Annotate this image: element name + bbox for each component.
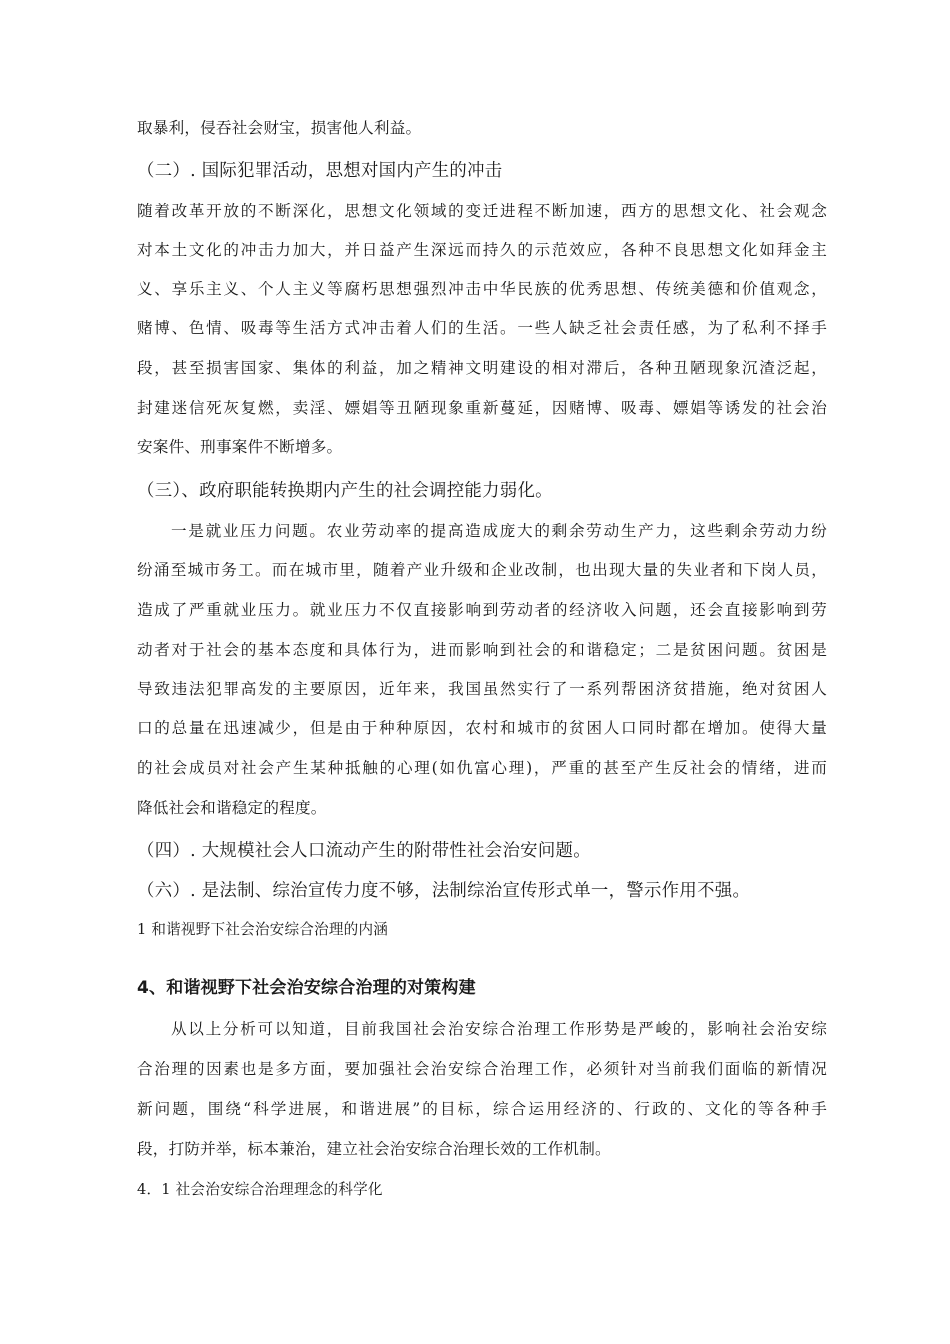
paragraph-line: 段，甚至损害国家、集体的利益，加之精神文明建设的相对滞后，各种丑陋现象沉渣泛起，: [137, 359, 827, 377]
paragraph-line: 封建迷信死灰复燃，卖淫、嫖娼等丑陋现象重新蔓延，因赌博、吸毒、嫖娼等诱发的社会治: [137, 399, 827, 417]
paragraph-line: 从以上分析可以知道，目前我国社会治安综合治理工作形势是严峻的，影响社会治安综: [171, 1020, 827, 1038]
subsection-heading: 4．1 社会治安综合治理理念的科学化: [137, 1181, 383, 1198]
paragraph-line: 合治理的因素也是多方面，要加强社会治安综合治理工作，必须针对当前我们面临的新情况: [137, 1060, 827, 1078]
paragraph-line: 纷涌至城市务工。而在城市里，随着产业升级和企业改制，也出现大量的失业者和下岗人员，: [137, 561, 827, 579]
paragraph-line: 导致违法犯罪高发的主要原因，近年来，我国虽然实行了一系列帮困济贫措施，绝对贫困人: [137, 680, 827, 698]
subsection-heading: （六）. 是法制、综治宣传力度不够，法制综治宣传形式单一，警示作用不强。: [137, 881, 751, 901]
subsection-heading: （四）. 大规模社会人口流动产生的附带性社会治安问题。: [137, 841, 591, 861]
paragraph-line: 义、享乐主义、个人主义等腐朽思想强烈冲击中华民族的优秀思想、传统美德和价值观念，: [137, 280, 827, 298]
paragraph-line: 动者对于社会的基本态度和具体行为，进而影响到社会的和谐稳定；二是贫困问题。贫困是: [137, 641, 827, 659]
subsection-heading: （三）、政府职能转换期内产生的社会调控能力弱化。: [137, 481, 553, 501]
subsection-heading: （二）. 国际犯罪活动，思想对国内产生的冲击: [137, 161, 503, 181]
paragraph-line: 随着改革开放的不断深化，思想文化领域的变迁进程不断加速，西方的思想文化、社会观念: [137, 202, 827, 220]
paragraph-line: 的社会成员对社会产生某种抵触的心理(如仇富心理)，严重的甚至产生反社会的情绪，进而: [137, 759, 827, 777]
paragraph-line: 安案件、刑事案件不断增多。: [137, 438, 343, 456]
paragraph-line: 段，打防并举，标本兼治，建立社会治安综合治理长效的工作机制。: [137, 1140, 611, 1158]
paragraph-line: 一是就业压力问题。农业劳动率的提高造成庞大的剩余劳动生产力，这些剩余劳动力纷: [171, 522, 827, 540]
paragraph-line: 新问题，围绕“科学进展，和谐进展”的目标，综合运用经济的、行政的、文化的等各种手: [137, 1100, 827, 1118]
paragraph-line: 对本土文化的冲击力加大，并日益产生深远而持久的示范效应，各种不良思想文化如拜金主: [137, 241, 827, 259]
paragraph-line: 取暴利，侵吞社会财宝，损害他人利益。: [137, 119, 422, 137]
paragraph-line: 口的总量在迅速减少，但是由于种种原因，农村和城市的贫困人口同时都在增加。使得大量: [137, 719, 827, 737]
paragraph-line: 降低社会和谐稳定的程度。: [137, 799, 327, 817]
paragraph-line: 赌博、色情、吸毒等生活方式冲击着人们的生活。一些人缺乏社会责任感，为了私利不择手: [137, 319, 827, 337]
paragraph-line: 造成了严重就业压力。就业压力不仅直接影响到劳动者的经济收入问题，还会直接影响到劳: [137, 601, 827, 619]
section-heading: 4、和谐视野下社会治安综合治理的对策构建: [137, 978, 476, 998]
subsection-heading: 1 和谐视野下社会治安综合治理的内涵: [137, 921, 389, 938]
